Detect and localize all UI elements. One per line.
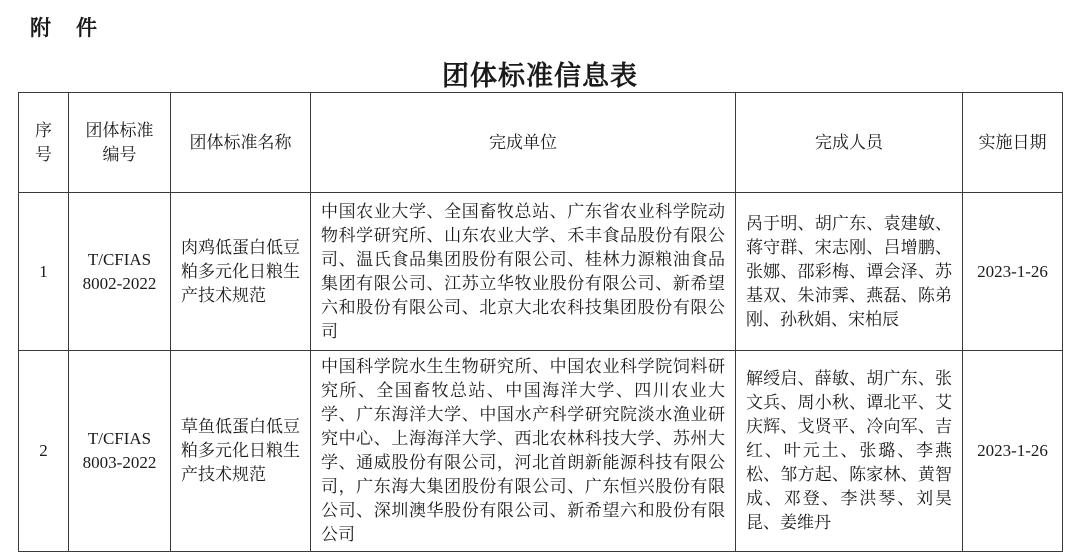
- serial-cell: 2: [19, 351, 69, 552]
- column-header-no: 序号: [19, 93, 69, 193]
- standard-name-cell: 肉鸡低蛋白低豆粕多元化日粮生产技术规范: [171, 193, 311, 351]
- table-row: [19, 193, 1063, 351]
- standard-no-cell: T/CFIAS 8002-2022: [69, 193, 171, 351]
- table-row: [19, 351, 1063, 552]
- personnel-cell: 解绶启、薛敏、胡广东、张文兵、周小秋、谭北平、艾庆辉、戈贤平、冷向军、吉红、叶元土、张璐、李燕松、邹方起、陈家林、黄智成、邓登、李洪琴、刘昊昆、姜维丹: [736, 351, 963, 552]
- standard-name-cell: 草鱼低蛋白低豆粕多元化日粮生产技术规范: [171, 351, 311, 552]
- page-title: 团体标准信息表: [442, 61, 638, 91]
- standards-table: [18, 92, 1063, 552]
- standard-no-cell: T/CFIAS 8003-2022: [69, 351, 171, 552]
- column-header-standard-no: 团体标准编号: [69, 93, 171, 193]
- column-header-personnel: 完成人员: [736, 93, 963, 193]
- date-cell: 2023-1-26: [963, 351, 1063, 552]
- units-cell: 中国科学院水生生物研究所、中国农业科学院饲料研究所、全国畜牧总站、中国海洋大学、四川农业大学、广东海洋大学、中国水产科学研究院淡水渔业研究中心、上海海洋大学、西北农林科技大学、苏州大学、通威股份有限公司，河北首朗新能源科技有限公司，广东海大集团股份有限公司、广东恒兴股份有限公司、深圳澳华股份有限公司、新希望六和股份有限公司: [311, 351, 736, 552]
- personnel-cell: 呙于明、胡广东、袁建敏、蒋守群、宋志刚、吕增鹏、张娜、邵彩梅、谭会泽、苏基双、朱沛霁、燕磊、陈弟刚、孙秋娟、宋柏辰: [736, 193, 963, 351]
- attachment-label: 附 件: [30, 16, 99, 40]
- table-header-row: [19, 93, 1063, 193]
- date-cell: 2023-1-26: [963, 193, 1063, 351]
- units-cell: 中国农业大学、全国畜牧总站、广东省农业科学院动物科学研究所、山东农业大学、禾丰食品股份有限公司、温氏食品集团股份有限公司、桂林力源粮油食品集团有限公司、江苏立华牧业股份有限公司、新希望六和股份有限公司、北京大北农科技集团股份有限公司: [311, 193, 736, 351]
- serial-cell: 1: [19, 193, 69, 351]
- column-header-units: 完成单位: [311, 93, 736, 193]
- column-header-date: 实施日期: [963, 93, 1063, 193]
- column-header-standard-name: 团体标准名称: [171, 93, 311, 193]
